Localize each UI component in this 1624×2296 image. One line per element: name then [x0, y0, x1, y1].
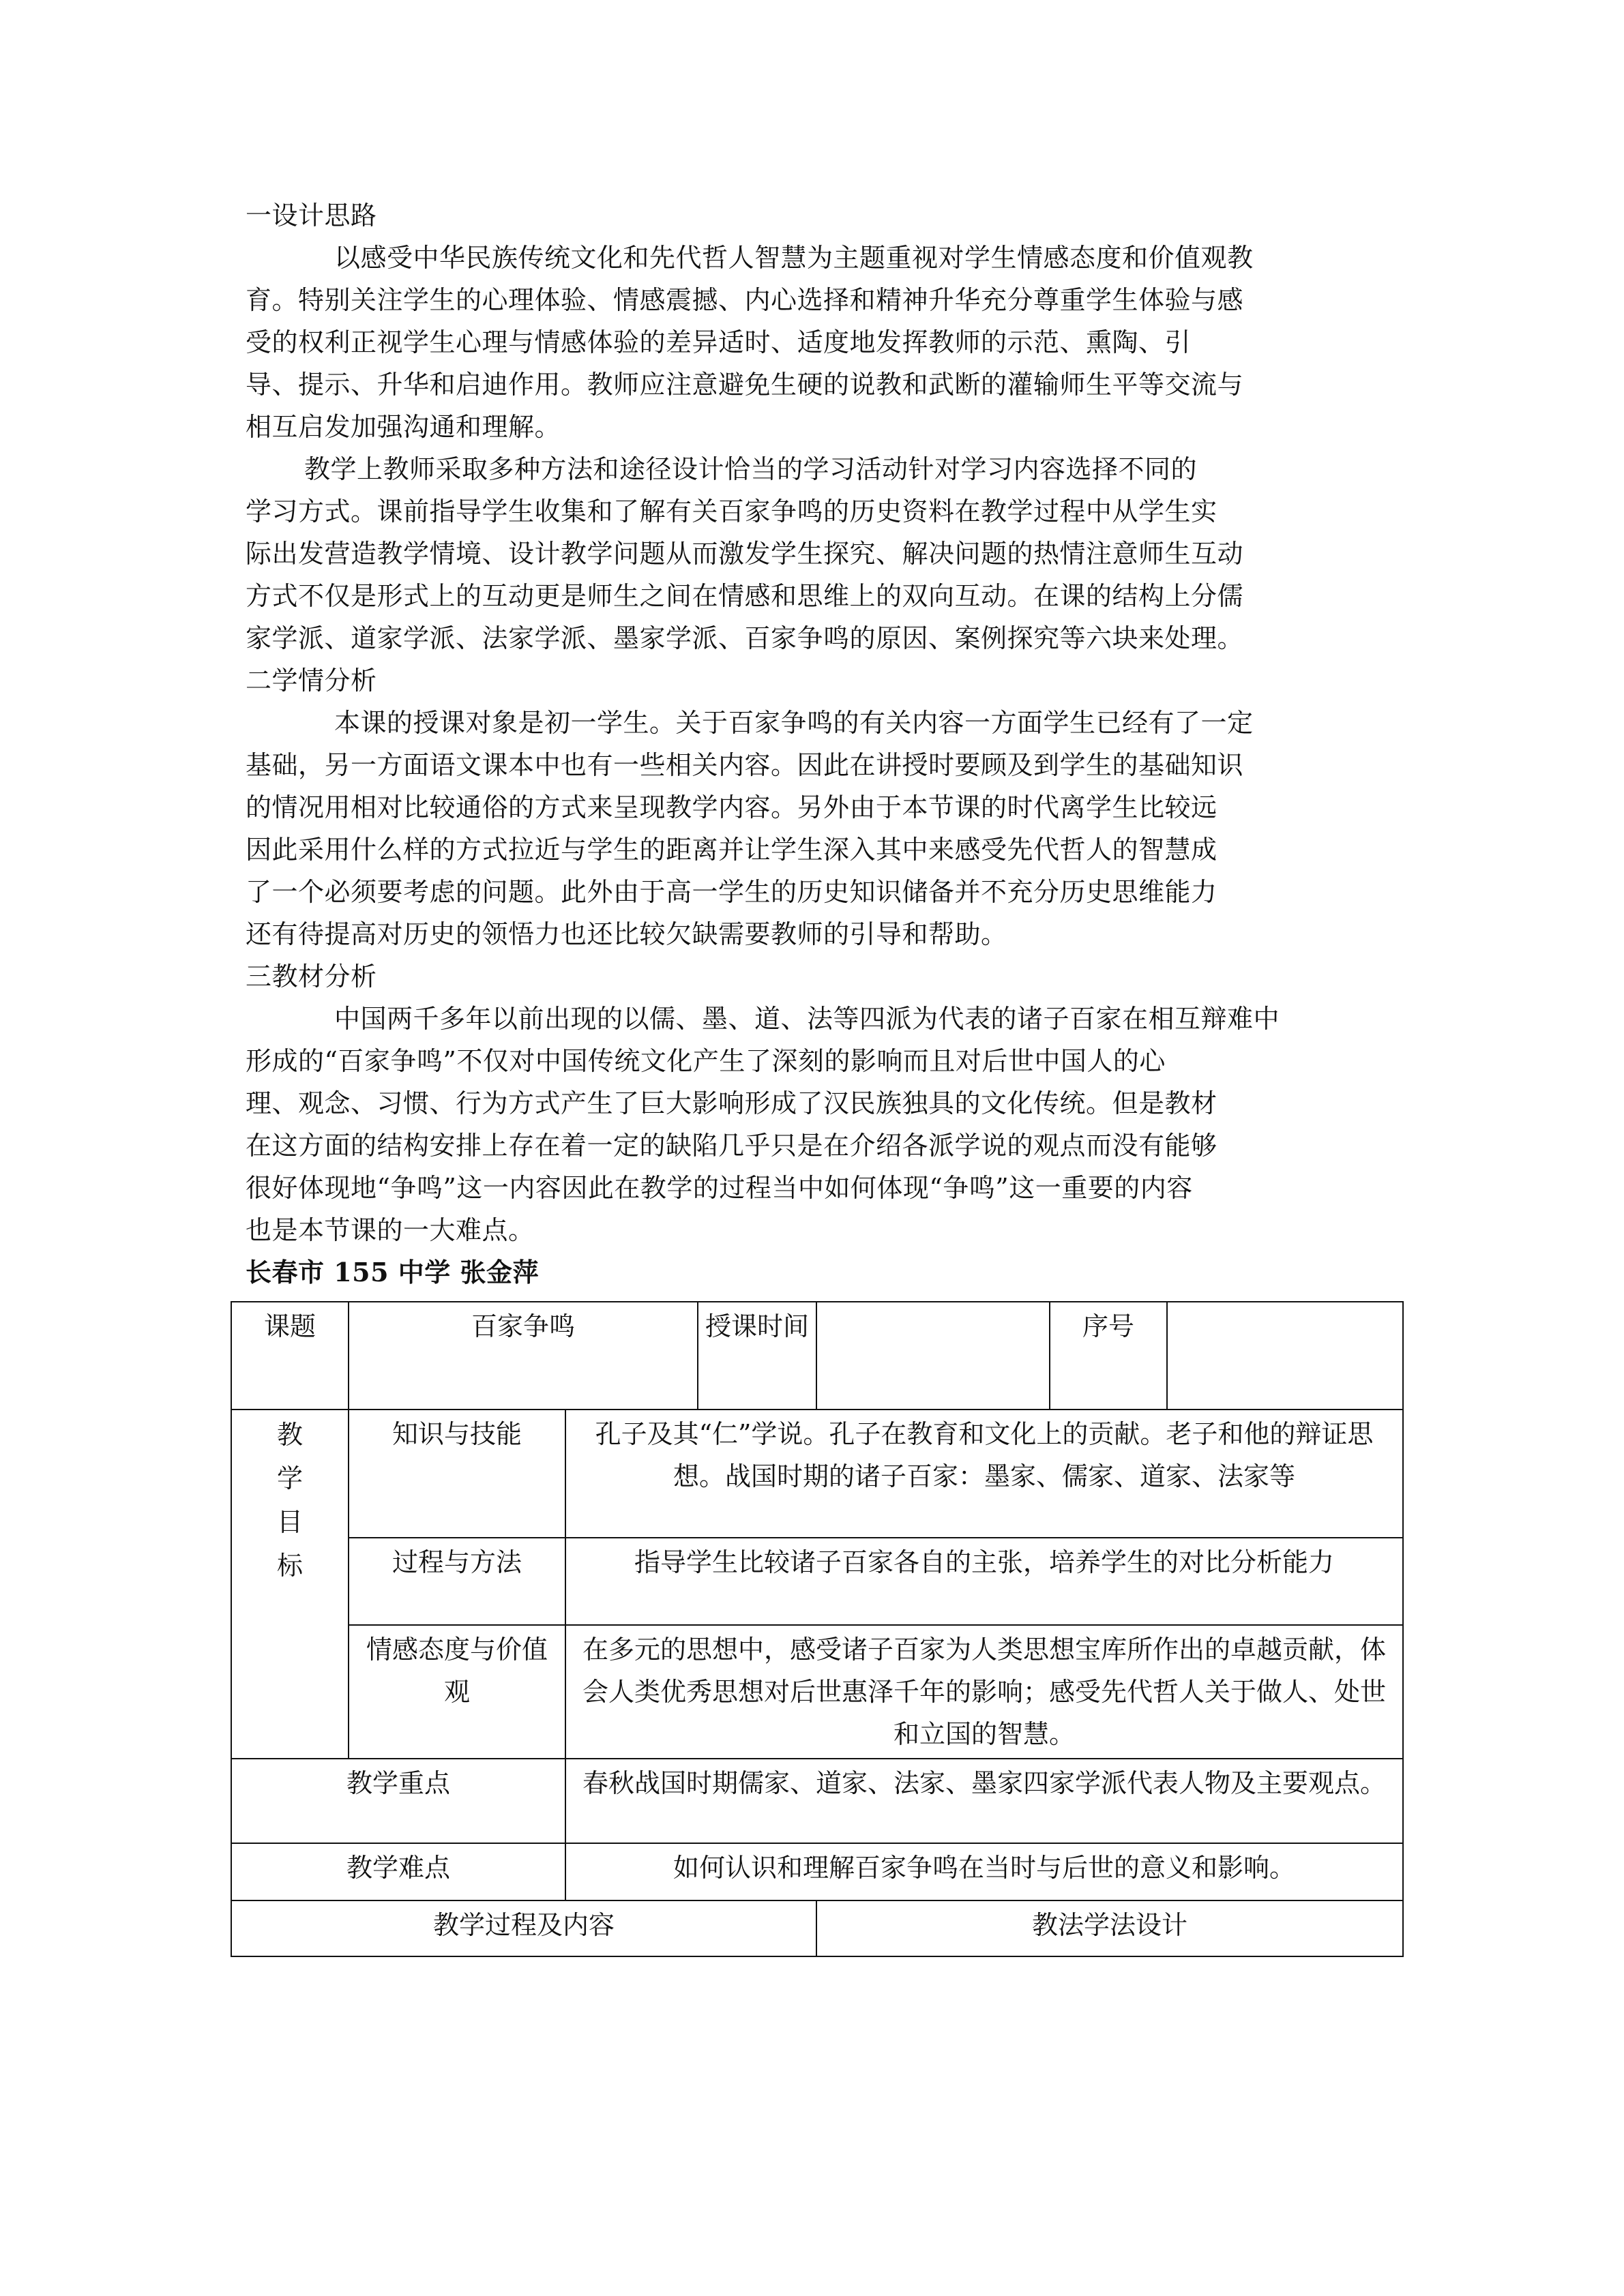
paragraph-line: 中国两千多年以前出现的以儒、墨、道、法等四派为代表的诸子百家在相互辩难中	[334, 1004, 1280, 1034]
paragraph-line: 方式不仅是形式上的互动更是师生之间在情感和思维上的双向互动。在课的结构上分儒	[246, 581, 1244, 611]
paragraph-line: 很好体现地“争鸣”这一内容因此在教学的过程当中如何体现“争鸣”这一重要的内容	[246, 1173, 1193, 1203]
objectives-label-char: 目	[276, 1507, 303, 1537]
table-row	[231, 1410, 1403, 1538]
time-value	[816, 1302, 1050, 1410]
objective-label: 知识与技能	[349, 1410, 565, 1538]
key-points-value: 春秋战国时期儒家、道家、法家、墨家四家学派代表人物及主要观点。	[565, 1759, 1403, 1843]
objectives-label	[231, 1410, 349, 1759]
method-header: 教法学法设计	[816, 1900, 1403, 1956]
paragraph-line: 家学派、道家学派、法家学派、墨家学派、百家争鸣的原因、案例探究等六块来处理。	[246, 623, 1244, 653]
paragraph-line: 理、观念、习惯、行为方式产生了巨大影响形成了汉民族独具的文化传统。但是教材	[246, 1088, 1217, 1118]
paragraph-line: 以感受中华民族传统文化和先代哲人智慧为主题重视对学生情感态度和价值观教	[334, 243, 1254, 273]
objective-label: 过程与方法	[349, 1538, 565, 1625]
paragraph-line: 形成的“百家争鸣”不仅对中国传统文化产生了深刻的影响而且对后世中国人的心	[246, 1046, 1166, 1076]
paragraph-line: 受的权利正视学生心理与情感体验的差异适时、适度地发挥教师的示范、熏陶、引	[246, 327, 1192, 357]
objectives-label-char: 教	[276, 1420, 303, 1450]
objective-content: 孔子及其“仁”学说。孔子在教育和文化上的贡献。老子和他的辩证思想。战国时期的诸子百家：墨家、儒家、道家、法家等	[565, 1410, 1403, 1538]
section-heading: 二学情分析	[246, 666, 377, 696]
key-points-label: 教学重点	[231, 1759, 565, 1843]
table-row	[231, 1759, 1403, 1843]
paragraph-line: 教学上教师采取多种方法和途径设计恰当的学习活动针对学习内容选择不同的	[304, 454, 1198, 484]
difficulty-value: 如何认识和理解百家争鸣在当时与后世的意义和影响。	[565, 1843, 1403, 1900]
objectives-label-char: 学	[276, 1463, 303, 1493]
paragraph-line: 了一个必须要考虑的问题。此外由于高一学生的历史知识储备并不充分历史思维能力	[246, 877, 1217, 907]
table-row	[231, 1843, 1403, 1900]
paragraph-line: 在这方面的结构安排上存在着一定的缺陷几乎只是在介绍各派学说的观点而没有能够	[246, 1131, 1217, 1161]
topic-value: 百家争鸣	[349, 1302, 698, 1410]
paragraph-line: 际出发营造教学情境、设计教学问题从而激发学生探究、解决问题的热情注意师生互动	[246, 539, 1244, 569]
paragraph-line: 学习方式。课前指导学生收集和了解有关百家争鸣的历史资料在教学过程中从学生实	[246, 496, 1217, 526]
objectives-label-char: 标	[276, 1551, 303, 1581]
table-row	[231, 1302, 1403, 1410]
paragraph-line: 的情况用相对比较通俗的方式来呈现教学内容。另外由于本节课的时代离学生比较远	[246, 792, 1217, 822]
topic-label: 课题	[231, 1302, 349, 1410]
section-heading: 一设计思路	[246, 200, 377, 230]
paragraph-line: 也是本节课的一大难点。	[246, 1215, 535, 1245]
paragraph-line: 相互启发加强沟通和理解。	[246, 412, 561, 442]
paragraph-line: 还有待提高对历史的领悟力也还比较欠缺需要教师的引导和帮助。	[246, 919, 1007, 949]
paragraph-line: 本课的授课对象是初一学生。关于百家争鸣的有关内容一方面学生已经有了一定	[334, 708, 1254, 738]
lesson-text	[246, 194, 1405, 1294]
difficulty-label: 教学难点	[231, 1843, 565, 1900]
seq-label: 序号	[1050, 1302, 1167, 1410]
author-byline: 长春市 155 中学 张金萍	[246, 1257, 540, 1287]
process-header: 教学过程及内容	[231, 1900, 816, 1956]
table-row	[231, 1625, 1403, 1759]
objective-content: 在多元的思想中，感受诸子百家为人类思想宝库所作出的卓越贡献，体会人类优秀思想对后世惠泽千年的影响；感受先代哲人关于做人、处世和立国的智慧。	[565, 1625, 1403, 1759]
lesson-plan-table	[231, 1301, 1404, 1957]
table-row	[231, 1538, 1403, 1625]
paragraph-line: 育。特别关注学生的心理体验、情感震撼、内心选择和精神升华充分尊重学生体验与感	[246, 285, 1244, 315]
time-label: 授课时间	[698, 1302, 816, 1410]
objective-label: 情感态度与价值观	[349, 1625, 565, 1759]
section-heading: 三教材分析	[246, 961, 377, 992]
paragraph-line: 导、提示、升华和启迪作用。教师应注意避免生硬的说教和武断的灌输师生平等交流与	[246, 370, 1244, 400]
objective-content: 指导学生比较诸子百家各自的主张，培养学生的对比分析能力	[565, 1538, 1403, 1625]
paragraph-line: 基础，另一方面语文课本中也有一些相关内容。因此在讲授时要顾及到学生的基础知识	[246, 750, 1244, 780]
seq-value	[1167, 1302, 1403, 1410]
table-row	[231, 1900, 1403, 1956]
paragraph-line: 因此采用什么样的方式拉近与学生的距离并让学生深入其中来感受先代哲人的智慧成	[246, 835, 1217, 865]
